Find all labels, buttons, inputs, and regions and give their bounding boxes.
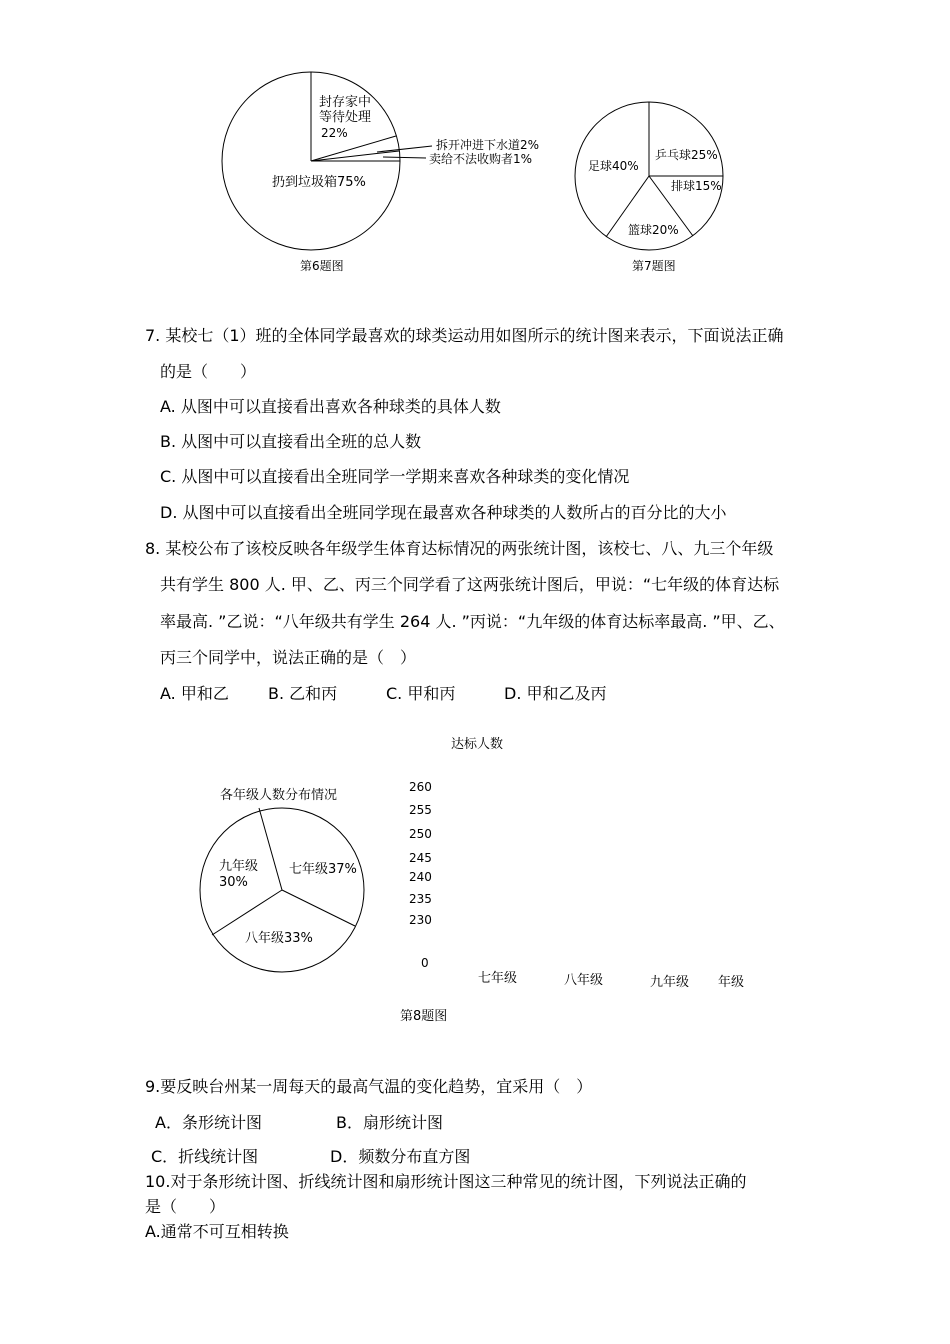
figure8-y-tick: 230 [409,913,432,927]
figure6-label-sold: 卖给不法收购者1% [429,152,533,166]
figure8-pie-title: 各年级人数分布情况 [220,788,338,803]
figure8-label-grade8: 八年级33% [245,931,313,946]
figure8-pie-chart [200,787,364,972]
q8-line1: 8. 某校公布了该校反映各年级学生体育达标情况的两张统计图，该校七、八、九三个年级 [145,539,774,558]
figure6-caption: 第6题图 [300,259,344,273]
q9-option-c: C．折线统计图 [151,1147,259,1166]
figure6-pie-chart [222,72,539,273]
q7-option-d: D. 从图中可以直接看出全班同学现在最喜欢各种球类的人数所占的百分比的大小 [160,503,727,522]
figure7-label-football: 足球40% [588,159,639,173]
figure8-label-grade7: 七年级37% [289,862,357,877]
figure8-y-tick: 255 [409,803,432,817]
figure6-label-sealed-line2: 等待处理 [319,110,372,125]
figure6-leader-line [377,146,432,152]
q7-option-a: A. 从图中可以直接看出喜欢各种球类的具体人数 [160,397,501,416]
figure8-x-label: 年级 [718,975,745,990]
q7-option-b: B. 从图中可以直接看出全班的总人数 [160,432,422,451]
figure8-y-tick: 250 [409,827,432,841]
q8-line3: 率最高. ”乙说：“八年级共有学生 264 人. ”丙说：“九年级的体育达标率最高. ”甲、乙、 [160,612,785,631]
figure8-y-tick: 245 [409,851,432,865]
q8-line4: 丙三个同学中，说法正确的是（ ） [160,648,417,667]
figure6-slice-divider [311,151,399,161]
q9-option-a: A．条形统计图 [155,1113,262,1132]
figure8-y-tick: 235 [409,892,432,906]
q10-stem-line2: 是（ ） [145,1197,226,1216]
figure6-label-trash: 扔到垃圾箱75% [272,175,366,190]
q7-stem-line1: 7. 某校七（1）班的全体同学最喜欢的球类运动用如图所示的统计图来表示，下面说法正确 [145,326,784,345]
figure8-bar-title: 达标人数 [451,737,504,752]
figure8-bar-chart [400,736,744,1024]
q9-stem: 9.要反映台州某一周每天的最高气温的变化趋势，宜采用（ ） [145,1077,593,1096]
q10-option-a: A.通常不可互相转换 [145,1222,289,1241]
figure7-caption: 第7题图 [632,259,676,273]
figure7-pie-chart [575,102,723,273]
figure8-slice-divider [282,890,355,926]
figure8-slice-divider [212,890,282,935]
figure8-y-tick: 240 [409,870,432,884]
q8-line2: 共有学生 800 人. 甲、乙、丙三个同学看了这两张统计图后，甲说：“七年级的体育达标 [160,575,780,594]
figure8-label-grade9-line1: 九年级 [219,859,259,874]
q7-stem-line2: 的是（ ） [160,362,257,381]
q8-option-b: B. 乙和丙 [268,684,338,703]
figure8-label-grade9-line2: 30% [219,875,248,890]
figure6-label-flushed: 拆开冲进下水道2% [436,138,540,152]
figure6-leader-line [383,157,426,158]
figure8-x-label: 九年级 [650,975,690,990]
q8-option-c: C. 甲和丙 [386,684,456,703]
q8-option-d: D. 甲和乙及丙 [504,684,607,703]
figure8-y-tick: 0 [421,956,429,970]
figure6-label-sealed-line3: 22% [321,126,348,140]
q9-option-b: B．扇形统计图 [336,1113,443,1132]
q8-option-a: A. 甲和乙 [160,684,229,703]
figure8-x-label: 七年级 [478,971,518,986]
figure7-label-pingpong: 乒乓球25% [655,148,718,162]
figure8-x-label: 八年级 [564,973,604,988]
figure6-label-sealed-line1: 封存家中 [319,95,372,110]
figure7-label-volleyball: 排球15% [671,179,722,193]
q7-option-c: C. 从图中可以直接看出全班同学一学期来喜欢各种球类的变化情况 [160,467,630,486]
q9-option-d: D．频数分布直方图 [330,1147,471,1166]
figure7-label-basketball: 篮球20% [628,223,679,237]
figure8-caption: 第8题图 [400,1009,448,1024]
figure8-y-tick: 260 [409,780,432,794]
figure8-slice-divider [259,808,282,890]
q10-stem-line1: 10.对于条形统计图、折线统计图和扇形统计图这三种常见的统计图，下列说法正确的 [145,1172,747,1191]
